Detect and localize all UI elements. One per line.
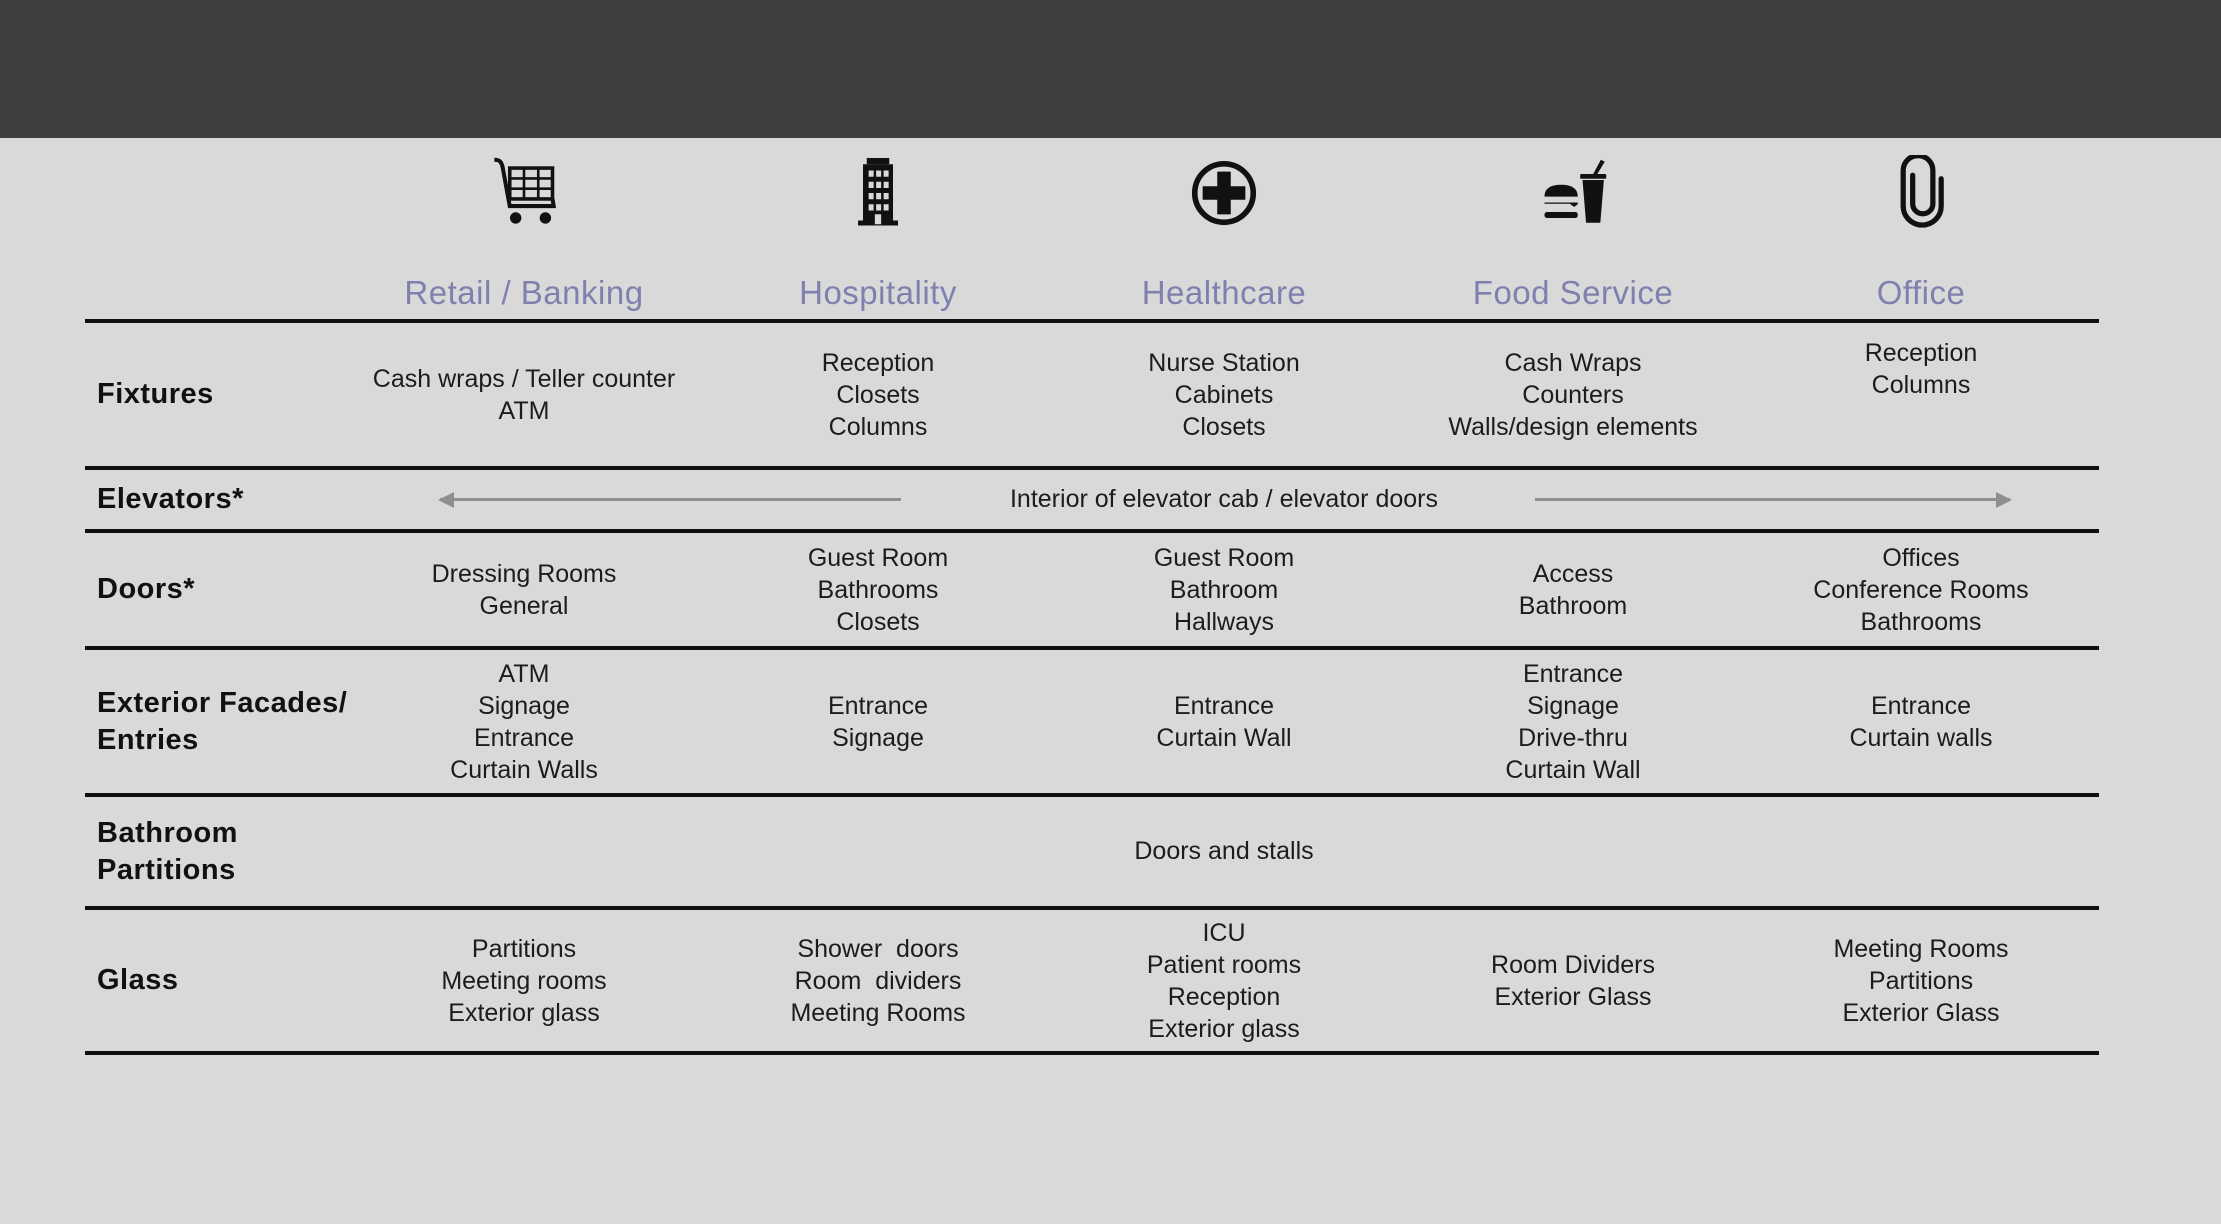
elevators-spanning-text: Interior of elevator cab / elevator doors xyxy=(1009,485,1438,513)
table-row-glass xyxy=(0,910,2221,1051)
cell-exterior-retail-banking: ATM Signage Entrance Curtain Walls xyxy=(450,659,598,784)
column-header-retail-banking xyxy=(344,150,704,313)
column-header-office xyxy=(1741,150,2101,313)
column-header-healthcare xyxy=(1044,150,1404,313)
cell-glass-retail-banking: Partitions Meeting rooms Exterior glass xyxy=(441,934,607,1027)
cell-exterior-hospitality: Entrance Signage xyxy=(827,691,929,752)
left-arrow-icon xyxy=(440,498,901,501)
cell-doors-healthcare: Guest Room Bathroom Hallways xyxy=(1153,543,1295,636)
cell-fixtures-hospitality: Reception Closets Columns xyxy=(821,348,935,441)
cell-exterior-office: Entrance Curtain walls xyxy=(1849,691,1993,752)
top-bar xyxy=(0,0,2221,138)
cell-doors-office: Offices Conference Rooms Bathrooms xyxy=(1813,543,2029,636)
row-label-bathroom-partitions: Bathroom Partitions xyxy=(97,816,238,886)
right-arrow-icon xyxy=(1535,498,2010,501)
column-label: Retail / Banking xyxy=(404,274,644,311)
table-row-doors xyxy=(0,533,2221,646)
cell-glass-food-service: Room Dividers Exterior Glass xyxy=(1491,950,1655,1011)
cell-doors-food-service: Access Bathroom xyxy=(1518,559,1628,620)
table-rule xyxy=(85,1051,2099,1055)
shopping-cart-icon xyxy=(486,150,562,236)
fast-food-icon xyxy=(1535,150,1611,236)
column-label: Hospitality xyxy=(799,274,957,311)
column-header-hospitality xyxy=(698,150,1058,313)
cell-fixtures-food-service: Cash Wraps Counters Walls/design elements xyxy=(1448,348,1698,441)
building-icon xyxy=(838,150,918,236)
column-label: Food Service xyxy=(1472,274,1674,311)
row-label-glass: Glass xyxy=(97,964,179,996)
row-label-exterior-facades-entries: Exterior Facades/ Entries xyxy=(97,686,348,756)
row-label-doors: Doors* xyxy=(97,573,196,605)
cell-fixtures-healthcare: Nurse Station Cabinets Closets xyxy=(1148,348,1300,441)
row-label-elevators: Elevators* xyxy=(97,483,244,515)
cell-exterior-food-service: Entrance Signage Drive-thru Curtain Wall xyxy=(1505,659,1641,784)
cell-glass-office: Meeting Rooms Partitions Exterior Glass xyxy=(1833,934,2009,1027)
cell-doors-hospitality: Guest Room Bathrooms Closets xyxy=(807,543,949,636)
table-row-bathroom-partitions xyxy=(0,797,2221,906)
cell-fixtures-office: Reception Columns xyxy=(1864,339,1978,399)
column-label: Healthcare xyxy=(1141,274,1307,311)
cell-fixtures-retail-banking: Cash wraps / Teller counter ATM xyxy=(372,364,676,425)
cell-glass-healthcare: ICU Patient rooms Reception Exterior glass xyxy=(1146,918,1302,1043)
column-label: Office xyxy=(1876,274,1966,311)
paperclip-icon xyxy=(1883,150,1959,236)
row-label-fixtures: Fixtures xyxy=(97,378,214,410)
cell-glass-hospitality: Shower doors Room dividers Meeting Rooms xyxy=(790,934,966,1027)
cell-exterior-healthcare: Entrance Curtain Wall xyxy=(1156,691,1292,752)
table-row-exterior-facades-entries xyxy=(0,650,2221,793)
table-row-fixtures xyxy=(0,323,2221,466)
column-header-food-service xyxy=(1393,150,1753,313)
medical-cross-icon xyxy=(1188,150,1260,236)
bathroom-partitions-spanning-text: Doors and stalls xyxy=(1134,837,1314,865)
cell-doors-retail-banking: Dressing Rooms General xyxy=(431,559,617,620)
